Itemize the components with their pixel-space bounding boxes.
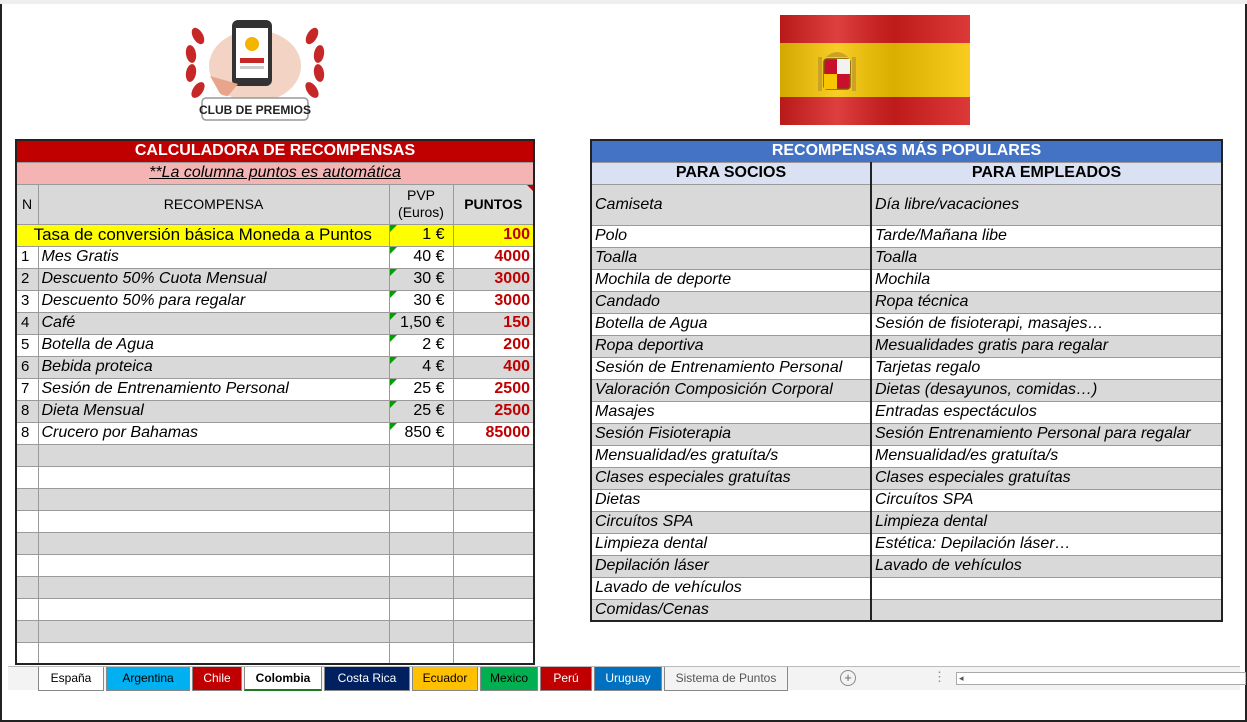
cell-points[interactable]: 2500	[453, 378, 534, 400]
error-indicator-icon	[390, 335, 397, 342]
error-indicator-icon	[390, 291, 397, 298]
cell-members[interactable]: Masajes	[591, 401, 871, 423]
tab-split-handle-icon[interactable]: ⋮	[933, 669, 946, 684]
comment-indicator-icon	[527, 185, 533, 191]
cell-employees[interactable]: Lavado de vehículos	[871, 555, 1222, 577]
cell-reward[interactable]	[38, 510, 389, 532]
cell-reward[interactable]: Bebida proteica	[38, 356, 389, 378]
cell-pvp[interactable]	[389, 532, 453, 554]
cell-points[interactable]	[453, 576, 534, 598]
table-row	[16, 400, 534, 422]
cell-n[interactable]	[16, 554, 38, 576]
cell-members[interactable]: Dietas	[591, 489, 871, 511]
cell-n[interactable]	[16, 642, 38, 664]
cell-reward[interactable]	[38, 642, 389, 664]
sheet-tab[interactable]: Argentina	[106, 667, 190, 691]
cell-members[interactable]: Mochila de deporte	[591, 269, 871, 291]
cell-members[interactable]: Lavado de vehículos	[591, 577, 871, 599]
cell-members[interactable]: Candado	[591, 291, 871, 313]
cell-reward[interactable]	[38, 488, 389, 510]
cell-n[interactable]: 8	[16, 400, 38, 422]
table-row	[591, 313, 1222, 335]
cell-points[interactable]: 85000	[453, 422, 534, 444]
table-row	[591, 489, 1222, 511]
cell-n[interactable]: 7	[16, 378, 38, 400]
cell-points[interactable]: 150	[453, 312, 534, 334]
cell-reward[interactable]	[38, 466, 389, 488]
conversion-rate-row	[16, 224, 534, 246]
cell-employees[interactable]: Sesión Entrenamiento Personal para regalar	[871, 423, 1222, 445]
cell-members[interactable]: Ropa deportiva	[591, 335, 871, 357]
cell-reward[interactable]	[38, 532, 389, 554]
cell-members[interactable]: Mensualidad/es gratuíta/s	[591, 445, 871, 467]
column-header-points[interactable]	[453, 184, 534, 224]
cell-reward[interactable]: Mes Gratis	[38, 246, 389, 268]
cell-pvp[interactable]	[389, 422, 453, 444]
cell-points[interactable]	[453, 620, 534, 642]
rewards-calculator-table	[15, 139, 535, 665]
cell-reward[interactable]: Descuento 50% Cuota Mensual	[38, 268, 389, 290]
cell-members[interactable]: Comidas/Cenas	[591, 599, 871, 621]
cell-reward[interactable]	[38, 444, 389, 466]
pvp-unit-label: (Euros)	[398, 204, 444, 220]
pvp-value: 25 €	[413, 402, 445, 419]
cell-members[interactable]: Botella de Agua	[591, 313, 871, 335]
pvp-value: 30 €	[413, 270, 445, 287]
table-row	[591, 269, 1222, 291]
calculator-subtitle[interactable]: **La columna puntos es automática	[16, 162, 534, 184]
cell-members[interactable]: Clases especiales gratuítas	[591, 467, 871, 489]
cell-n[interactable]	[16, 510, 38, 532]
sheet-tab[interactable]: Mexico	[480, 667, 538, 691]
pvp-value: 25 €	[413, 380, 445, 397]
error-indicator-icon	[390, 313, 397, 320]
pvp-value: 850 €	[404, 424, 445, 441]
table-row	[16, 444, 534, 466]
table-row	[591, 335, 1222, 357]
error-indicator-icon	[390, 379, 397, 386]
error-indicator-icon	[390, 423, 397, 430]
table-row	[16, 554, 534, 576]
horizontal-scrollbar[interactable]	[956, 672, 1246, 685]
table-row	[591, 533, 1222, 555]
pvp-value: 40 €	[413, 248, 445, 265]
cell-employees[interactable]: Circuítos SPA	[871, 489, 1222, 511]
pvp-value: 4 €	[422, 358, 445, 375]
cell-points[interactable]: 3000	[453, 268, 534, 290]
table-row	[16, 268, 534, 290]
column-header-members[interactable]: PARA SOCIOS	[591, 162, 871, 184]
cell-employees[interactable]: Tarde/Mañana libe	[871, 225, 1222, 247]
cell-members[interactable]: Depilación láser	[591, 555, 871, 577]
cell-pvp[interactable]	[389, 488, 453, 510]
cell-n[interactable]: 5	[16, 334, 38, 356]
cell-pvp[interactable]	[389, 598, 453, 620]
pvp-value: 1,50 €	[400, 314, 445, 331]
table-row	[591, 467, 1222, 489]
table-row	[591, 423, 1222, 445]
conversion-rate-pvp-value: 1 €	[422, 226, 445, 243]
table-row	[591, 247, 1222, 269]
cell-pvp[interactable]	[389, 400, 453, 422]
table-row	[16, 510, 534, 532]
table-row	[591, 379, 1222, 401]
cell-pvp[interactable]	[389, 554, 453, 576]
cell-n[interactable]	[16, 598, 38, 620]
cell-n[interactable]	[16, 620, 38, 642]
calculator-title[interactable]: CALCULADORA DE RECOMPENSAS	[16, 140, 534, 162]
error-indicator-icon	[390, 247, 397, 254]
table-row	[16, 290, 534, 312]
table-row	[591, 291, 1222, 313]
cell-pvp[interactable]	[389, 466, 453, 488]
cell-employees[interactable]: Tarjetas regalo	[871, 357, 1222, 379]
add-sheet-icon[interactable]: +	[840, 670, 856, 686]
table-row	[591, 401, 1222, 423]
column-header-employees[interactable]: PARA EMPLEADOS	[871, 162, 1222, 184]
cell-members[interactable]: Sesión Fisioterapia	[591, 423, 871, 445]
conversion-rate-pvp[interactable]	[389, 224, 453, 246]
pvp-value: 2 €	[422, 336, 445, 353]
cell-employees[interactable]: Sesión de fisioterapi, masajes…	[871, 313, 1222, 335]
cell-n[interactable]: 3	[16, 290, 38, 312]
table-row	[16, 488, 534, 510]
cell-employees[interactable]: Mensualidad/es gratuíta/s	[871, 445, 1222, 467]
table-row	[591, 577, 1222, 599]
cell-points[interactable]: 4000	[453, 246, 534, 268]
cell-n[interactable]: 6	[16, 356, 38, 378]
cell-members[interactable]: Polo	[591, 225, 871, 247]
error-indicator-icon	[390, 357, 397, 364]
cell-members[interactable]: Toalla	[591, 247, 871, 269]
cell-employees[interactable]: Limpieza dental	[871, 511, 1222, 533]
cell-pvp[interactable]	[389, 246, 453, 268]
cell-members[interactable]: Limpieza dental	[591, 533, 871, 555]
table-row	[16, 334, 534, 356]
table-row	[16, 422, 534, 444]
table-row	[591, 357, 1222, 379]
cell-pvp[interactable]	[389, 312, 453, 334]
cell-employees[interactable]	[871, 599, 1222, 621]
cell-reward[interactable]: Descuento 50% para regalar	[38, 290, 389, 312]
cell-employees[interactable]: Entradas espectáculos	[871, 401, 1222, 423]
popular-title[interactable]: RECOMPENSAS MÁS POPULARES	[591, 140, 1222, 162]
top-border	[0, 0, 1247, 4]
column-header-pvp[interactable]	[389, 184, 453, 224]
table-row	[16, 620, 534, 642]
cell-n[interactable]	[16, 576, 38, 598]
error-indicator-icon	[390, 269, 397, 276]
table-row	[16, 598, 534, 620]
sheet-tab[interactable]: España	[38, 667, 104, 691]
sheet-tab-bar	[8, 666, 1240, 690]
table-row	[591, 225, 1222, 247]
cell-pvp[interactable]	[389, 444, 453, 466]
cell-points[interactable]	[453, 532, 534, 554]
table-row	[591, 511, 1222, 533]
cell-points[interactable]	[453, 444, 534, 466]
table-row	[16, 642, 534, 664]
table-row	[16, 532, 534, 554]
cell-employees[interactable]: Dietas (desayunos, comidas…)	[871, 379, 1222, 401]
sheet-tab[interactable]: Sistema de Puntos	[664, 667, 788, 691]
cell-employees[interactable]: Clases especiales gratuítas	[871, 467, 1222, 489]
cell-points[interactable]	[453, 510, 534, 532]
cell-members[interactable]: Camiseta	[591, 184, 871, 225]
cell-n[interactable]: 1	[16, 246, 38, 268]
cell-n[interactable]	[16, 466, 38, 488]
cell-pvp[interactable]	[389, 620, 453, 642]
cell-n[interactable]: 2	[16, 268, 38, 290]
cell-reward[interactable]: Botella de Agua	[38, 334, 389, 356]
cell-employees[interactable]: Mesualidades gratis para regalar	[871, 335, 1222, 357]
popular-rewards-table	[590, 139, 1223, 622]
cell-employees[interactable]: Mochila	[871, 269, 1222, 291]
table-row	[16, 246, 534, 268]
column-header-reward[interactable]: RECOMPENSA	[38, 184, 389, 224]
cell-points[interactable]	[453, 642, 534, 664]
cell-employees[interactable]: Ropa técnica	[871, 291, 1222, 313]
logo-text-label: CLUB DE PREMIOS	[198, 103, 312, 117]
cell-n[interactable]	[16, 532, 38, 554]
spain-flag-icon	[780, 15, 970, 125]
cell-employees[interactable]: Día libre/vacaciones	[871, 184, 1222, 225]
table-row	[16, 312, 534, 334]
scroll-left-icon[interactable]: ◂	[959, 673, 964, 683]
cell-members[interactable]: Circuítos SPA	[591, 511, 871, 533]
cell-points[interactable]	[453, 554, 534, 576]
cell-reward[interactable]	[38, 620, 389, 642]
cell-members[interactable]: Valoración Composición Corporal	[591, 379, 871, 401]
cell-points[interactable]: 2500	[453, 400, 534, 422]
cell-n[interactable]: 8	[16, 422, 38, 444]
sheet-tab[interactable]: Uruguay	[594, 667, 662, 691]
cell-pvp[interactable]	[389, 290, 453, 312]
cell-reward[interactable]	[38, 554, 389, 576]
cell-reward[interactable]: Crucero por Bahamas	[38, 422, 389, 444]
sheet-tab[interactable]: Chile	[192, 667, 242, 691]
conversion-rate-points[interactable]: 100	[453, 224, 534, 246]
cell-points[interactable]: 200	[453, 334, 534, 356]
cell-employees[interactable]: Toalla	[871, 247, 1222, 269]
cell-points[interactable]	[453, 466, 534, 488]
table-row	[16, 378, 534, 400]
table-row	[591, 599, 1222, 621]
cell-pvp[interactable]	[389, 334, 453, 356]
sheet-tab[interactable]: Colombia	[244, 667, 322, 691]
cell-pvp[interactable]	[389, 356, 453, 378]
cell-points[interactable]: 400	[453, 356, 534, 378]
error-indicator-icon	[390, 401, 397, 408]
cell-pvp[interactable]	[389, 378, 453, 400]
column-header-n[interactable]: N	[16, 184, 38, 224]
cell-reward[interactable]: Café	[38, 312, 389, 334]
table-row	[591, 555, 1222, 577]
table-row	[591, 184, 1222, 225]
cell-reward[interactable]	[38, 598, 389, 620]
cell-points[interactable]	[453, 598, 534, 620]
table-row	[16, 576, 534, 598]
cell-pvp[interactable]	[389, 576, 453, 598]
cell-points[interactable]: 3000	[453, 290, 534, 312]
cell-employees[interactable]	[871, 577, 1222, 599]
pvp-label: PVP	[406, 187, 435, 203]
cell-points[interactable]	[453, 488, 534, 510]
sheet-tab[interactable]: Costa Rica	[324, 667, 410, 691]
pvp-value: 30 €	[413, 292, 445, 309]
sheet-tab[interactable]: Ecuador	[412, 667, 478, 691]
points-label: PUNTOS	[464, 195, 523, 212]
cell-n[interactable]	[16, 488, 38, 510]
table-row	[591, 445, 1222, 467]
cell-n[interactable]	[16, 444, 38, 466]
cell-reward[interactable]: Sesión de Entrenamiento Personal	[38, 378, 389, 400]
cell-pvp[interactable]	[389, 642, 453, 664]
table-row	[16, 356, 534, 378]
cell-pvp[interactable]	[389, 510, 453, 532]
conversion-rate-label[interactable]: Tasa de conversión básica Moneda a Puntos	[16, 224, 389, 246]
error-indicator-icon	[390, 225, 397, 232]
club-de-premios-logo	[180, 14, 330, 126]
cell-reward[interactable]	[38, 576, 389, 598]
sheet-tab[interactable]: Perú	[540, 667, 592, 691]
cell-employees[interactable]: Estética: Depilación láser…	[871, 533, 1222, 555]
cell-pvp[interactable]	[389, 268, 453, 290]
cell-reward[interactable]: Dieta Mensual	[38, 400, 389, 422]
table-row	[16, 466, 534, 488]
cell-members[interactable]: Sesión de Entrenamiento Personal	[591, 357, 871, 379]
cell-n[interactable]: 4	[16, 312, 38, 334]
